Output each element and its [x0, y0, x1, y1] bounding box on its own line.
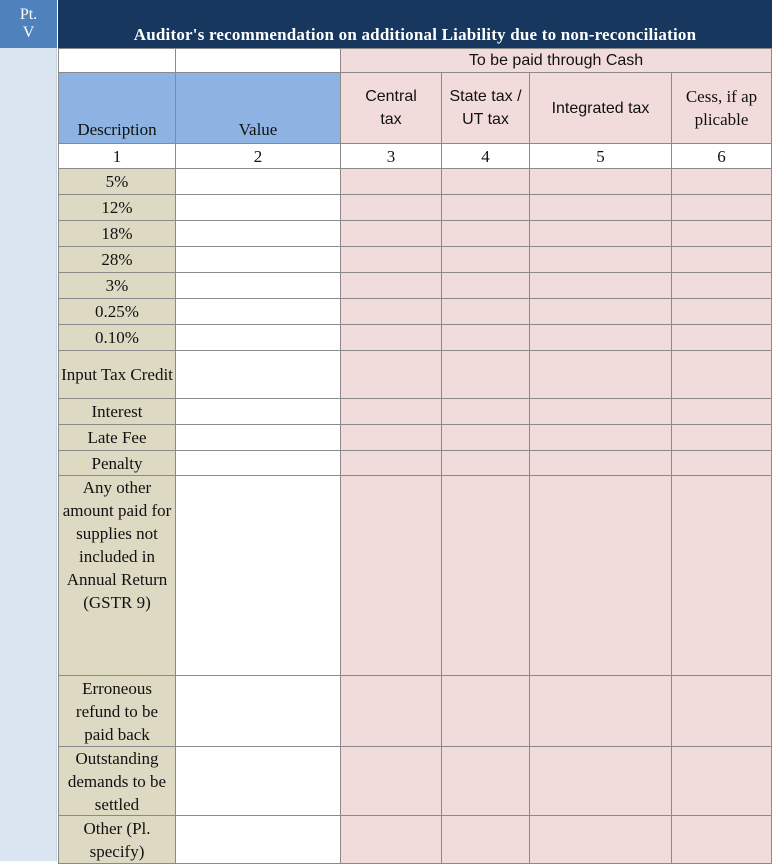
- row-central-tax-cell[interactable]: [340, 350, 442, 399]
- row-central-tax-cell[interactable]: [340, 298, 442, 325]
- row-value-cell[interactable]: [175, 424, 341, 451]
- row-value-cell[interactable]: [175, 246, 341, 273]
- row-integrated-tax-cell[interactable]: [529, 350, 672, 399]
- row-cess-cell[interactable]: [671, 246, 772, 273]
- column-header-central-tax: Central tax: [340, 72, 442, 144]
- row-central-tax-cell[interactable]: [340, 424, 442, 451]
- row-state-tax-cell[interactable]: [441, 424, 530, 451]
- row-central-tax-cell[interactable]: [340, 272, 442, 299]
- row-value-cell[interactable]: [175, 450, 341, 476]
- row-value-cell[interactable]: [175, 272, 341, 299]
- row-cess-cell[interactable]: [671, 272, 772, 299]
- row-state-tax-cell[interactable]: [441, 220, 530, 247]
- column-number-4: 4: [441, 143, 530, 169]
- part-label-line-2: V: [22, 24, 35, 41]
- row-state-tax-cell[interactable]: [441, 475, 530, 676]
- row-integrated-tax-cell[interactable]: [529, 272, 672, 299]
- row-description: Outstanding demands to be settled: [58, 746, 176, 816]
- row-state-tax-cell[interactable]: [441, 194, 530, 221]
- part-label: [0, 0, 57, 48]
- row-value-cell[interactable]: [175, 398, 341, 425]
- row-integrated-tax-cell[interactable]: [529, 194, 672, 221]
- part-label-line-1: Pt.: [19, 6, 38, 23]
- row-cess-cell[interactable]: [671, 194, 772, 221]
- row-cess-cell[interactable]: [671, 424, 772, 451]
- row-description: Late Fee: [58, 424, 176, 451]
- row-value-cell[interactable]: [175, 475, 341, 676]
- row-value-cell[interactable]: [175, 194, 341, 221]
- row-cess-cell[interactable]: [671, 475, 772, 676]
- row-cess-cell[interactable]: [671, 675, 772, 747]
- header-blank-description: [58, 48, 176, 73]
- row-integrated-tax-cell[interactable]: [529, 324, 672, 351]
- row-central-tax-cell[interactable]: [340, 194, 442, 221]
- row-value-cell[interactable]: [175, 815, 341, 864]
- row-central-tax-cell[interactable]: [340, 475, 442, 676]
- row-central-tax-cell[interactable]: [340, 220, 442, 247]
- row-integrated-tax-cell[interactable]: [529, 475, 672, 676]
- column-number-5: 5: [529, 143, 672, 169]
- row-description: 3%: [58, 272, 176, 299]
- row-integrated-tax-cell[interactable]: [529, 424, 672, 451]
- row-cess-cell[interactable]: [671, 324, 772, 351]
- side-column: [0, 0, 57, 861]
- row-value-cell[interactable]: [175, 168, 341, 195]
- row-description: Interest: [58, 398, 176, 425]
- row-cess-cell[interactable]: [671, 220, 772, 247]
- row-state-tax-cell[interactable]: [441, 398, 530, 425]
- row-integrated-tax-cell[interactable]: [529, 398, 672, 425]
- row-cess-cell[interactable]: [671, 450, 772, 476]
- row-cess-cell[interactable]: [671, 298, 772, 325]
- row-description: Other (Pl. specify): [58, 815, 176, 864]
- row-value-cell[interactable]: [175, 298, 341, 325]
- column-number-3: 3: [340, 143, 442, 169]
- row-integrated-tax-cell[interactable]: [529, 450, 672, 476]
- row-central-tax-cell[interactable]: [340, 450, 442, 476]
- column-header-description: Description: [58, 72, 176, 144]
- row-description: 5%: [58, 168, 176, 195]
- row-value-cell[interactable]: [175, 350, 341, 399]
- row-description: 0.25%: [58, 298, 176, 325]
- row-integrated-tax-cell[interactable]: [529, 246, 672, 273]
- row-description: 12%: [58, 194, 176, 221]
- row-central-tax-cell[interactable]: [340, 675, 442, 747]
- row-state-tax-cell[interactable]: [441, 450, 530, 476]
- cash-group-header: To be paid through Cash: [340, 48, 772, 73]
- row-central-tax-cell[interactable]: [340, 168, 442, 195]
- column-number-1: 1: [58, 143, 176, 169]
- table-title: Auditor's recommendation on additional Liability due to non-reconciliation: [58, 0, 772, 48]
- row-description: 18%: [58, 220, 176, 247]
- row-central-tax-cell[interactable]: [340, 324, 442, 351]
- row-state-tax-cell[interactable]: [441, 675, 530, 747]
- row-description: 28%: [58, 246, 176, 273]
- header-blank-value: [175, 48, 341, 73]
- row-state-tax-cell[interactable]: [441, 272, 530, 299]
- row-central-tax-cell[interactable]: [340, 815, 442, 864]
- row-central-tax-cell[interactable]: [340, 398, 442, 425]
- row-value-cell[interactable]: [175, 746, 341, 816]
- row-cess-cell[interactable]: [671, 350, 772, 399]
- column-number-2: 2: [175, 143, 341, 169]
- row-description: Input Tax Credit: [58, 350, 176, 399]
- row-description: Any other amount paid for supplies not included in Annual Return (GSTR 9): [58, 475, 176, 676]
- row-cess-cell[interactable]: [671, 746, 772, 816]
- row-integrated-tax-cell[interactable]: [529, 675, 672, 747]
- column-header-value: Value: [175, 72, 341, 144]
- row-value-cell[interactable]: [175, 675, 341, 747]
- row-cess-cell[interactable]: [671, 398, 772, 425]
- row-state-tax-cell[interactable]: [441, 350, 530, 399]
- row-state-tax-cell[interactable]: [441, 298, 530, 325]
- row-integrated-tax-cell[interactable]: [529, 168, 672, 195]
- row-cess-cell[interactable]: [671, 815, 772, 864]
- row-value-cell[interactable]: [175, 220, 341, 247]
- row-state-tax-cell[interactable]: [441, 168, 530, 195]
- row-state-tax-cell[interactable]: [441, 815, 530, 864]
- column-header-state-tax: State tax / UT tax: [441, 72, 530, 144]
- row-central-tax-cell[interactable]: [340, 746, 442, 816]
- column-header-cess: Cess, if applicable: [671, 72, 772, 144]
- row-integrated-tax-cell[interactable]: [529, 220, 672, 247]
- row-description: Erroneous refund to be paid back: [58, 675, 176, 747]
- row-cess-cell[interactable]: [671, 168, 772, 195]
- row-state-tax-cell[interactable]: [441, 324, 530, 351]
- row-integrated-tax-cell[interactable]: [529, 298, 672, 325]
- row-integrated-tax-cell[interactable]: [529, 746, 672, 816]
- row-state-tax-cell[interactable]: [441, 746, 530, 816]
- column-number-6: 6: [671, 143, 772, 169]
- row-integrated-tax-cell[interactable]: [529, 815, 672, 864]
- row-value-cell[interactable]: [175, 324, 341, 351]
- row-description: Penalty: [58, 450, 176, 476]
- column-header-integrated-tax: Integrated tax: [529, 72, 672, 144]
- row-central-tax-cell[interactable]: [340, 246, 442, 273]
- row-state-tax-cell[interactable]: [441, 246, 530, 273]
- row-description: 0.10%: [58, 324, 176, 351]
